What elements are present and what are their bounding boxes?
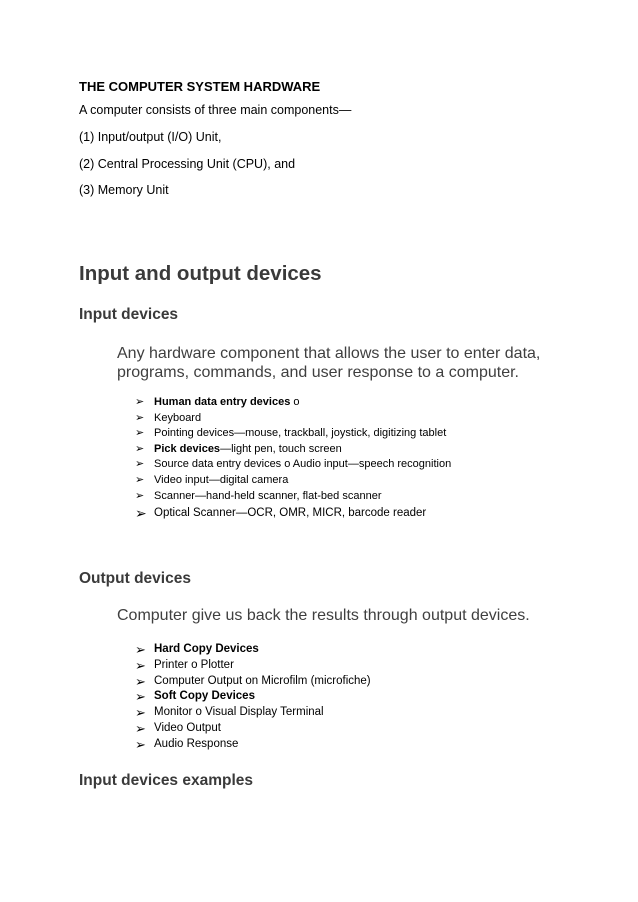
intro-line: (2) Central Processing Unit (CPU), and [79, 157, 296, 171]
list-item: ➢ Printer o Plotter [135, 657, 234, 673]
list-item: ➢ Pick devices—light pen, touch screen [135, 442, 451, 458]
input-devices-heading: Input devices [79, 306, 179, 323]
arrow-bullet-icon: ➢ [135, 427, 145, 440]
arrow-bullet-icon: ➢ [135, 689, 146, 705]
arrow-bullet-icon: ➢ [135, 673, 146, 689]
list-item: ➢ Pointing devices—mouse, trackball, joystick, digitizing tablet [135, 426, 451, 442]
intro-line: A computer consists of three main components— [79, 103, 352, 117]
document-title: THE COMPUTER SYSTEM HARDWARE [79, 79, 321, 94]
arrow-bullet-icon: ➢ [135, 473, 145, 486]
arrow-bullet-icon: ➢ [135, 657, 146, 673]
input-description-line: programs, commands, and user response to a computer. [117, 364, 519, 381]
arrow-bullet-icon: ➢ [135, 489, 145, 502]
list-item: ➢ Monitor o Visual Display Terminal [135, 705, 324, 721]
arrow-bullet-icon: ➢ [135, 705, 146, 721]
list-item: ➢ Video Output [135, 720, 221, 736]
intro-line: (3) Memory Unit [79, 183, 169, 197]
output-description: Computer give us back the results through output devices. [117, 607, 530, 624]
arrow-bullet-icon: ➢ [135, 736, 146, 752]
list-item: ➢ Keyboard [135, 411, 451, 427]
arrow-bullet-icon: ➢ [135, 505, 147, 522]
list-item: ➢ Video input—digital camera [135, 473, 451, 489]
arrow-bullet-icon: ➢ [135, 411, 145, 424]
arrow-bullet-icon: ➢ [135, 642, 146, 657]
arrow-bullet-icon: ➢ [135, 396, 145, 408]
input-description-line: Any hardware component that allows the user to enter data, [117, 345, 541, 362]
output-device-list [135, 642, 371, 753]
list-item: ➢ Human data entry devices o [135, 395, 451, 411]
list-item: ➢ Computer Output on Microfilm (microfiche) [135, 673, 371, 689]
list-item: ➢ Hard Copy Devices [135, 642, 259, 657]
arrow-bullet-icon: ➢ [135, 442, 145, 455]
input-examples-heading: Input devices examples [79, 772, 254, 789]
arrow-bullet-icon: ➢ [135, 720, 146, 736]
output-devices-heading: Output devices [79, 570, 191, 587]
input-device-list [135, 395, 451, 522]
list-item: ➢ Source data entry devices o Audio input—speech recognition [135, 457, 451, 473]
list-item: ➢ Optical Scanner—OCR, OMR, MICR, barcode reader [135, 505, 427, 522]
arrow-bullet-icon: ➢ [135, 458, 145, 471]
list-item: ➢ Audio Response [135, 736, 239, 752]
intro-line: (1) Input/output (I/O) Unit, [79, 130, 222, 144]
section-heading: Input and output devices [79, 262, 322, 285]
list-item: ➢ Scanner—hand-held scanner, flat-bed scanner [135, 489, 451, 505]
list-item: ➢ Soft Copy Devices [135, 689, 255, 705]
